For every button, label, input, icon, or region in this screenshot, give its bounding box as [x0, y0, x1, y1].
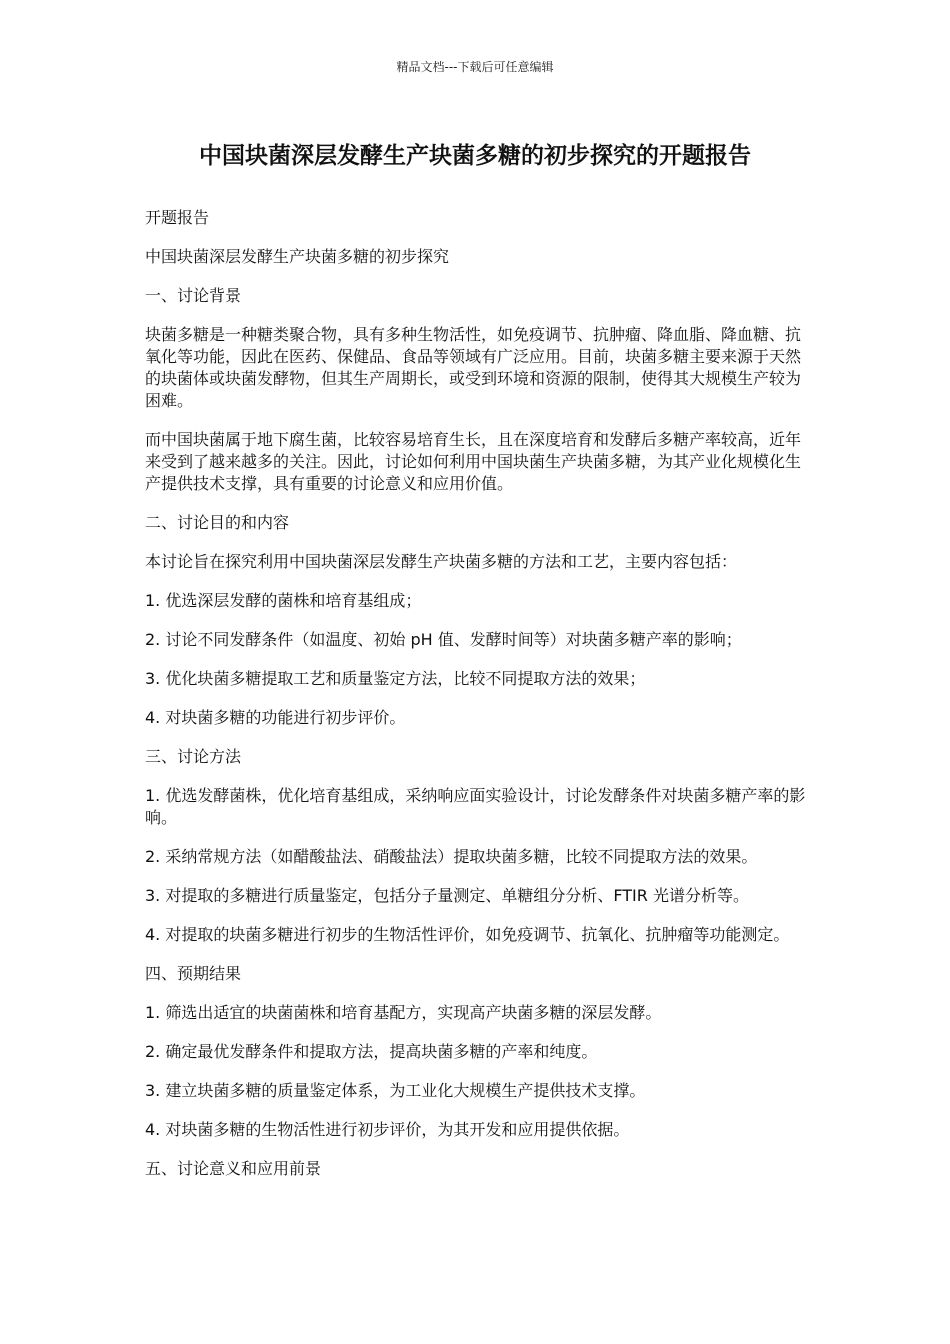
- list-item-result-3: 3. 建立块菌多糖的质量鉴定体系，为工业化大规模生产提供技术支撑。: [145, 1081, 646, 1100]
- list-item-purpose-1: 1. 优选深层发酵的菌株和培育基组成；: [145, 591, 422, 610]
- list-item-method-4: 4. 对提取的块菌多糖进行初步的生物活性评价，如免疫调节、抗氧化、抗肿瘤等功能测定。: [145, 925, 790, 944]
- page-header-note: 精品文档---下载后可任意编辑: [396, 60, 554, 74]
- section-heading-methods: 三、讨论方法: [145, 747, 242, 766]
- list-item-method-2: 2. 采纳常规方法（如醋酸盐法、硝酸盐法）提取块菌多糖，比较不同提取方法的效果。: [145, 847, 758, 866]
- list-item-result-2: 2. 确定最优发酵条件和提取方法，提高块菌多糖的产率和纯度。: [145, 1042, 598, 1061]
- list-item-method-1: 1. 优选发酵菌株，优化培育基组成，采纳响应面实验设计，讨论发酵条件对块菌多糖产率的影响。: [145, 786, 806, 827]
- document-body: [145, 207, 815, 1197]
- list-item-purpose-4: 4. 对块菌多糖的功能进行初步评价。: [145, 708, 406, 727]
- document-title: 中国块菌深层发酵生产块菌多糖的初步探究的开题报告: [199, 143, 751, 169]
- list-item-purpose-2: 2. 讨论不同发酵条件（如温度、初始 pH 值、发酵时间等）对块菌多糖产率的影响；: [145, 630, 742, 649]
- list-item-result-1: 1. 筛选出适宜的块菌菌株和培育基配方，实现高产块菌多糖的深层发酵。: [145, 1003, 662, 1022]
- list-item-method-3: 3. 对提取的多糖进行质量鉴定，包括分子量测定、单糖组分分析、FTIR 光谱分析等。: [145, 886, 749, 905]
- list-item-result-4: 4. 对块菌多糖的生物活性进行初步评价，为其开发和应用提供依据。: [145, 1120, 630, 1139]
- section-heading-purpose: 二、讨论目的和内容: [145, 513, 290, 532]
- paragraph-report-label: 开题报告: [145, 208, 210, 227]
- section-heading-background: 一、讨论背景: [145, 286, 242, 305]
- list-item-purpose-3: 3. 优化块菌多糖提取工艺和质量鉴定方法，比较不同提取方法的效果；: [145, 669, 646, 688]
- section-heading-significance: 五、讨论意义和应用前景: [145, 1159, 322, 1178]
- paragraph-subtitle: 中国块菌深层发酵生产块菌多糖的初步探究: [145, 247, 450, 266]
- paragraph-purpose-intro: 本讨论旨在探究利用中国块菌深层发酵生产块菌多糖的方法和工艺，主要内容包括：: [145, 552, 738, 571]
- paragraph-background-2: 而中国块菌属于地下腐生菌，比较容易培育生长，且在深度培育和发酵后多糖产率较高，近年来受到了越来越多的关注。因此，讨论如何利用中国块菌生产块菌多糖，为其产业化规模化生产提供技术支撑，具有重要的讨论意义和应用价值。: [145, 430, 802, 493]
- section-heading-expected-results: 四、预期结果: [145, 964, 242, 983]
- paragraph-background-1: 块菌多糖是一种糖类聚合物，具有多种生物活性，如免疫调节、抗肿瘤、降血脂、降血糖、抗氧化等功能，因此在医药、保健品、食品等领域有广泛应用。目前，块菌多糖主要来源于天然的块菌体或块菌发酵物，但其生产周期长，或受到环境和资源的限制，使得其大规模生产较为困难。: [145, 325, 802, 410]
